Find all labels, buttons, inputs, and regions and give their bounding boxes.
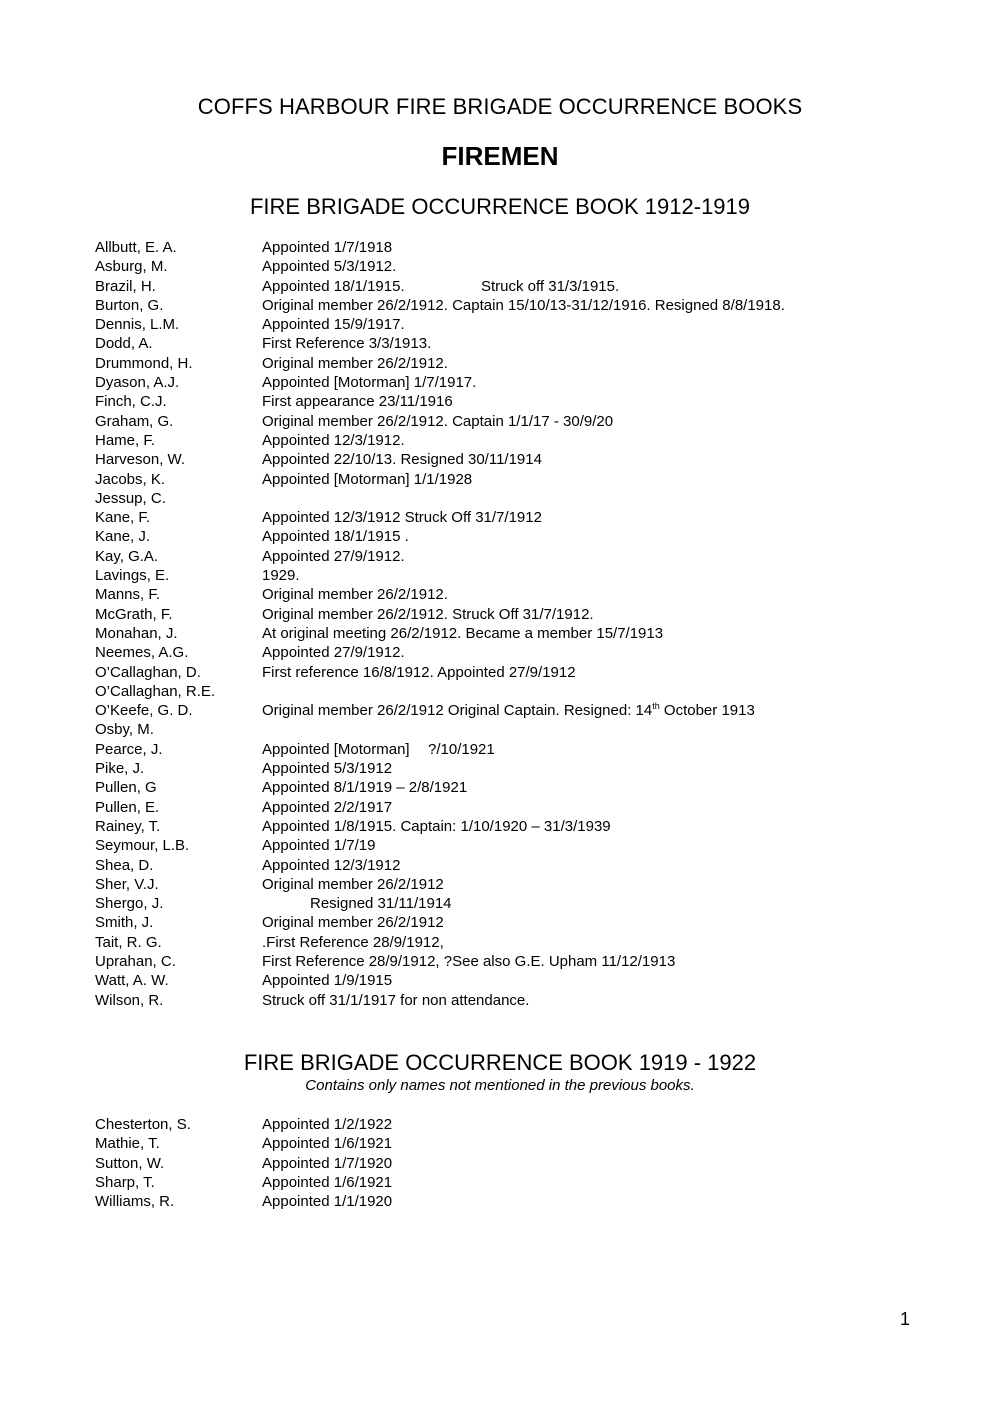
entry-note [262, 643, 405, 662]
entry-name: Sharp, T. [95, 1173, 155, 1191]
entry-note-text: Appointed [Motorman] 1/7/1917. [262, 374, 477, 392]
list-item [95, 875, 975, 894]
section2-note: Contains only names not mentioned in the previous books. [305, 1077, 695, 1094]
entry-note [262, 798, 392, 817]
list-item [95, 991, 975, 1010]
list-item [95, 913, 975, 932]
list-item [95, 759, 975, 778]
entry-note-text: Appointed 1/6/1921 [262, 1173, 393, 1191]
entry-note-text: First appearance 23/11/1916 [262, 393, 453, 411]
entry-name: Pearce, J. [95, 740, 163, 758]
list-item [95, 277, 975, 296]
entry-note [262, 933, 444, 952]
entry-name: Smith, J. [95, 914, 154, 932]
entry-name: O’Callaghan, D. [95, 663, 201, 681]
entry-note [262, 585, 448, 604]
entry-note-text: Original member 26/2/1912 [262, 875, 444, 893]
entry-note [262, 1154, 392, 1173]
entry-name: Osby, M. [95, 721, 154, 739]
entry-name: Dyason, A.J. [95, 374, 180, 392]
entry-name: Brazil, H. [95, 277, 156, 295]
entry-name: Watt, A. W. [95, 972, 169, 990]
entry-note [262, 856, 400, 875]
list-item [95, 527, 975, 546]
entry-note-text: Appointed 12/3/1912. [262, 431, 405, 449]
entry-note [262, 470, 472, 489]
entry-note [262, 354, 448, 373]
entry-name: Jessup, C. [95, 489, 166, 507]
entry-name: Seymour, L.B. [95, 837, 190, 855]
list-item [95, 585, 975, 604]
list-item [95, 643, 975, 662]
entry-name: Dennis, L.M. [95, 316, 180, 334]
entry-note-text: Appointed 12/3/1912 [262, 856, 401, 874]
entry-note [262, 952, 675, 971]
entry-note-text: Appointed 1/7/19 [262, 837, 376, 855]
entry-note [262, 740, 410, 759]
entry-note-text: First Reference 3/3/1913. [262, 335, 432, 353]
entry-note [262, 624, 663, 643]
entry-note [262, 1115, 392, 1134]
entry-name: Kane, F. [95, 509, 151, 527]
list-item [95, 701, 975, 720]
entry-note-text: Appointed 18/1/1915. [262, 277, 405, 295]
entry-note [262, 547, 405, 566]
entry-note [262, 971, 392, 990]
entry-name: Tait, R. G. [95, 933, 162, 951]
entry-note [262, 373, 476, 392]
entry-note-text: Resigned 31/11/1914 [310, 895, 452, 913]
section1-title: FIRE BRIGADE OCCURRENCE BOOK 1912-1919 [249, 194, 751, 219]
entry-note-text: Original member 26/2/1912. Captain 15/10/13-31/12/1916. Resigned 8/8/1918. [262, 296, 785, 314]
entry-note [262, 1192, 392, 1211]
entry-name: O’Callaghan, R.E. [95, 682, 216, 700]
entry-name: Harveson, W. [95, 451, 186, 469]
entry-name: Drummond, H. [95, 354, 193, 372]
page-number: 1 [899, 1309, 910, 1329]
entry-name: Uprahan, C. [95, 952, 176, 970]
list-item [95, 952, 975, 971]
entry-note-continued: October 1913 [659, 702, 755, 720]
entry-name: Monahan, J. [95, 624, 178, 642]
list-item [95, 1192, 975, 1211]
entry-name: Burton, G. [95, 296, 164, 314]
list-item [95, 450, 975, 469]
entry-note [262, 450, 542, 469]
list-item [95, 894, 975, 913]
entry-name: Mathie, T. [95, 1135, 160, 1153]
entry-name: Hame, F. [95, 431, 156, 449]
section2-title: FIRE BRIGADE OCCURRENCE BOOK 1919 - 1922 [243, 1050, 757, 1075]
list-item [95, 508, 975, 527]
entry-note-text: Appointed 12/3/1912 Struck Off 31/7/1912 [262, 509, 542, 527]
entry-name: Pike, J. [95, 760, 145, 778]
entry-note-text: Original member 26/2/1912 [262, 914, 444, 932]
entry-note [262, 817, 611, 836]
entry-name: Rainey, T. [95, 817, 161, 835]
entry-note-text: 1929. [262, 567, 300, 585]
entry-name: Dodd, A. [95, 335, 153, 353]
list-item [95, 798, 975, 817]
entry-name: O’Keefe, G. D. [95, 702, 193, 720]
entry-name: Lavings, E. [95, 567, 170, 585]
list-item [95, 257, 975, 276]
entry-note-text: Appointed 22/10/13. Resigned 30/11/1914 [262, 451, 542, 469]
list-item [95, 431, 975, 450]
list-item [95, 392, 975, 411]
entry-note [262, 412, 613, 431]
entry-note-text: .First Reference 28/9/1912, [262, 933, 444, 951]
entry-note [262, 991, 529, 1010]
list-item [95, 334, 975, 353]
entry-note [262, 296, 785, 315]
list-item [95, 1134, 975, 1153]
entry-note-text: Appointed 27/9/1912. [262, 644, 405, 662]
entry-name: Kay, G.A. [95, 547, 159, 565]
entry-note-text: Appointed 1/6/1921 [262, 1135, 393, 1153]
list-item [95, 682, 975, 701]
list-item [95, 547, 975, 566]
entry-note-text: Appointed 1/2/1922 [262, 1116, 393, 1133]
entry-name: Sher, V.J. [95, 875, 159, 893]
entry-name: Williams, R. [95, 1193, 175, 1211]
entry-note-text: At original meeting 26/2/1912. Became a member 15/7/1913 [262, 624, 664, 642]
entry-note-text: Appointed 1/7/1918 [262, 239, 393, 256]
list-item [95, 1115, 975, 1134]
entry-note [262, 875, 444, 894]
entry-note [262, 836, 375, 855]
entry-name: Chesterton, S. [95, 1116, 191, 1133]
entry-name: Allbutt, E. A. [95, 239, 177, 256]
entry-note [262, 334, 431, 353]
list-item [95, 836, 975, 855]
entry-note [262, 315, 405, 334]
list-item [95, 971, 975, 990]
entry-name: Asburg, M. [95, 258, 168, 276]
entry-name: Pullen, E. [95, 798, 160, 816]
entry-note [262, 527, 409, 546]
entry-note-text: Original member 26/2/1912. Captain 1/1/17 - 30/9/20 [262, 412, 614, 430]
entry-name: Sutton, W. [95, 1154, 165, 1172]
entry-note [262, 701, 755, 720]
list-item [95, 817, 975, 836]
entry-note-text: Appointed [Motorman] [262, 740, 410, 758]
entry-name: Shergo, J. [95, 895, 164, 913]
entry-note [262, 1173, 392, 1192]
section2-entries [95, 1115, 975, 1211]
list-item [95, 778, 975, 797]
entry-name: Wilson, R. [95, 991, 164, 1009]
entry-name: Pullen, G [95, 779, 157, 797]
document-subtitle: FIREMEN [441, 141, 559, 171]
entry-note-extra: ?/10/1921 [428, 740, 495, 758]
entry-note [262, 913, 444, 932]
list-item [95, 740, 975, 759]
list-item [95, 566, 975, 585]
entry-note [310, 894, 452, 913]
entry-name: Jacobs, K. [95, 470, 166, 488]
entry-note-text: Original member 26/2/1912. [262, 586, 448, 604]
entry-note-text: First reference 16/8/1912. Appointed 27/9/1912 [262, 663, 576, 681]
entry-note-superscript: th [652, 701, 660, 712]
entry-note [262, 566, 300, 585]
entry-note-text: Appointed [Motorman] 1/1/1928 [262, 470, 473, 488]
list-item [95, 470, 975, 489]
entry-name: McGrath, F. [95, 605, 173, 623]
entry-name: Graham, G. [95, 412, 174, 430]
entry-name: Kane, J. [95, 528, 151, 546]
entry-note-text: Appointed 1/9/1915 [262, 972, 393, 990]
entry-note [262, 392, 453, 411]
document-title: COFFS HARBOUR FIRE BRIGADE OCCURRENCE BOOKS [197, 94, 803, 119]
entry-note-text: Original member 26/2/1912. Struck Off 31/7/1912. [262, 605, 594, 623]
entry-note [262, 257, 396, 276]
list-item [95, 238, 975, 257]
entry-name: Shea, D. [95, 856, 154, 874]
entry-note-text: Appointed 1/7/1920 [262, 1154, 393, 1172]
entry-note-text: Appointed 2/2/1917 [262, 798, 393, 816]
list-item [95, 605, 975, 624]
entry-note-text: Appointed 8/1/1919 – 2/8/1921 [262, 779, 468, 797]
entry-note [262, 778, 467, 797]
entry-note-text: Original member 26/2/1912 Original Captain. Resigned: 14 [262, 702, 653, 720]
entry-note-text: Appointed 18/1/1915 . [262, 528, 409, 546]
list-item [95, 1154, 975, 1173]
entry-note-text: Appointed 5/3/1912. [262, 258, 397, 276]
list-item [95, 315, 975, 334]
list-item [95, 1173, 975, 1192]
entry-note-text: Struck off 31/1/1917 for non attendance. [262, 991, 530, 1009]
entry-note-text: Appointed 1/1/1920 [262, 1193, 393, 1211]
entry-note-extra: Struck off 31/3/1915. [481, 277, 620, 295]
entry-note-text: Original member 26/2/1912. [262, 354, 448, 372]
entry-note [262, 277, 405, 296]
list-item [95, 354, 975, 373]
entry-note [262, 1134, 392, 1153]
entry-name: Manns, F. [95, 586, 161, 604]
entry-note [262, 663, 576, 682]
list-item [95, 933, 975, 952]
list-item [95, 624, 975, 643]
list-item [95, 296, 975, 315]
entry-note-text: Appointed 1/8/1915. Captain: 1/10/1920 – 31/3/1939 [262, 817, 611, 835]
list-item [95, 720, 975, 739]
list-item [95, 663, 975, 682]
entry-name: Neemes, A.G. [95, 644, 189, 662]
list-item [95, 489, 975, 508]
entry-note-text: Appointed 27/9/1912. [262, 547, 405, 565]
entry-note [262, 508, 542, 527]
list-item [95, 412, 975, 431]
list-item [95, 856, 975, 875]
entry-note [262, 431, 405, 450]
entry-note [262, 759, 392, 778]
list-item [95, 373, 975, 392]
entry-note-text: Appointed 15/9/1917. [262, 316, 405, 334]
entry-note-text: First Reference 28/9/1912, ?See also G.E. Upham 11/12/1913 [262, 952, 676, 970]
entry-note-text: Appointed 5/3/1912 [262, 760, 393, 778]
entry-name: Finch, C.J. [95, 393, 167, 411]
entry-note [262, 605, 594, 624]
section1-entries [95, 238, 975, 1010]
entry-note [262, 238, 392, 257]
